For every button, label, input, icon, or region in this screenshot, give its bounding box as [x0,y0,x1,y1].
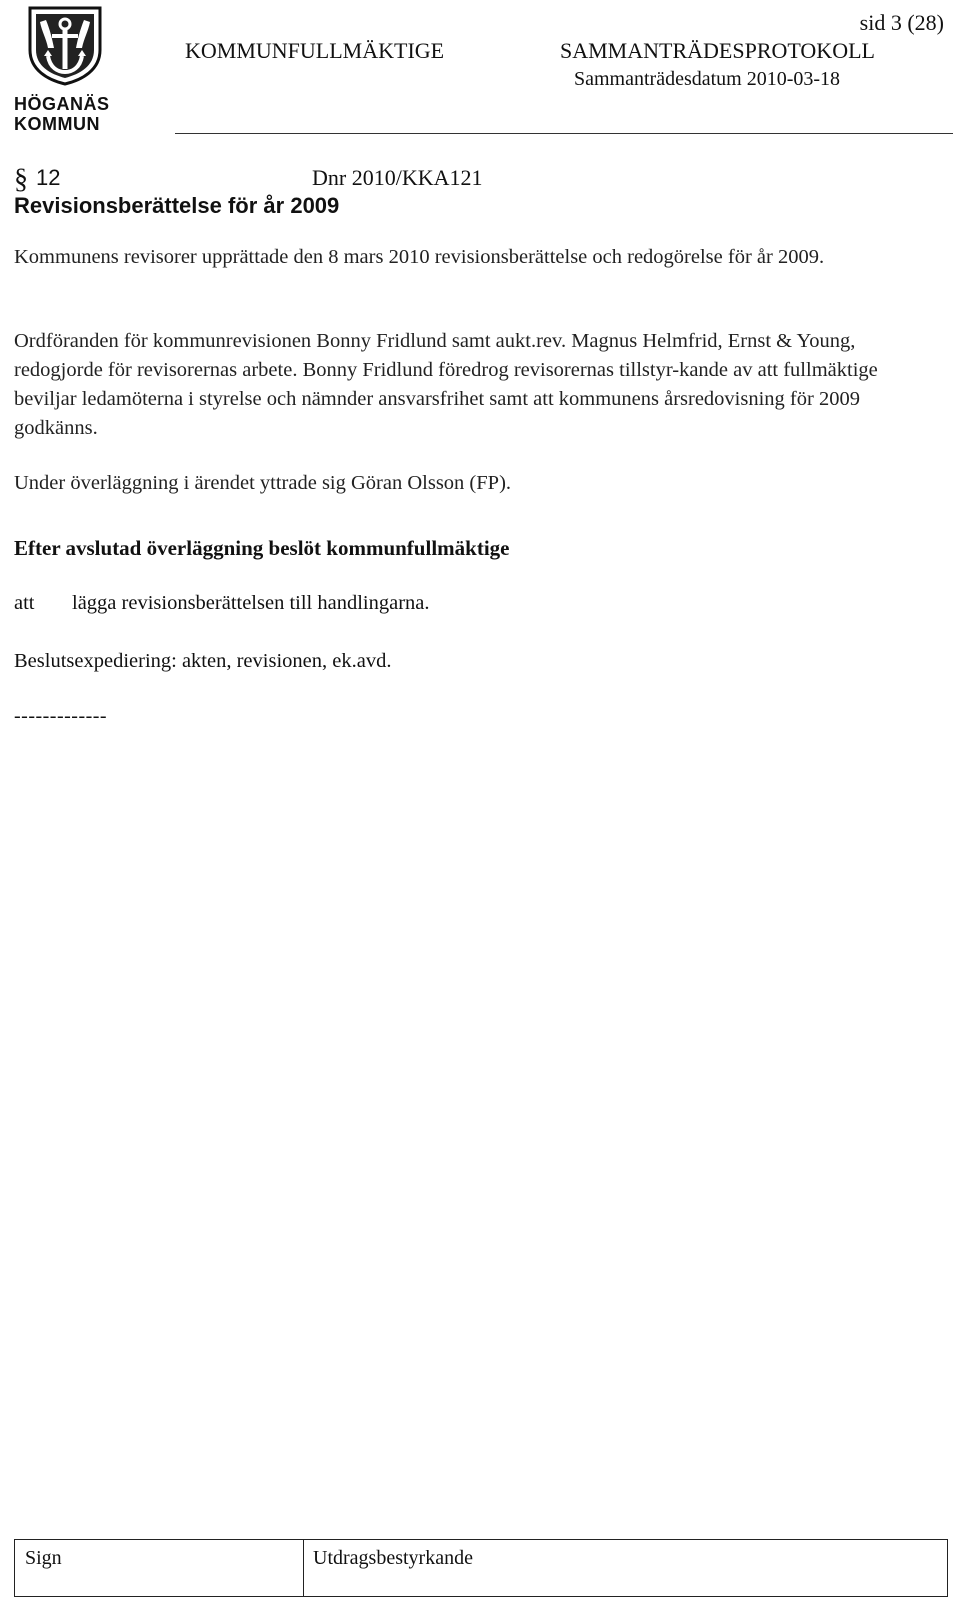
coat-of-arms-icon [24,4,106,86]
paragraph-presentation: Ordföranden för kommunrevisionen Bonny Fridlund samt aukt.rev. Magnus Helmfrid, Ernst & Young, redogjorde för revisorernas arbete. Bonny Fridlund föredrog revisorernas tillstyr-kande av att fullmäktige beviljar ledamöterna i styrelse och nämnder ansvarsfrihet samt att kommunens årsredovisning för 2009 godkänns. [14,330,878,439]
sign-label: Sign [25,1547,62,1569]
signature-box [14,1539,948,1597]
signature-box-divider [303,1540,304,1596]
paragraph-debate: Under överläggning i ärendet yttrade sig Göran Olsson (FP). [14,472,512,494]
body-name: KOMMUNFULLMÄKTIGE [185,38,445,63]
meeting-date: Sammanträdesdatum 2010-03-18 [574,68,841,90]
decision-heading: Efter avslutad överläggning beslöt kommunfullmäktige [14,536,510,560]
item-number: 12 [36,165,61,190]
decision-text: lägga revisionsberättelsen till handlingarna. [72,592,430,614]
paragraph-sign: § [14,164,28,195]
separator-line: ------------- [14,705,108,727]
extract-label: Utdragsbestyrkande [313,1547,473,1569]
diary-number: Dnr 2010/KKA121 [312,165,483,190]
decision-expedition: Beslutsexpediering: akten, revisionen, ek.avd. [14,650,392,672]
paragraph-audit-report: Kommunens revisorer upprättade den 8 mars 2010 revisionsberättelse och redogörelse för år 2009. [14,246,825,268]
document-type: SAMMANTRÄDESPROTOKOLL [560,38,875,63]
item-title: Revisionsberättelse för år 2009 [14,193,340,218]
header-rule [175,133,953,134]
decision-prefix: att [14,592,35,614]
municipality-logo [14,4,114,138]
page-number: sid 3 (28) [859,10,944,35]
logo-text-line2: KOMMUN [14,114,100,134]
logo-text-line1: HÖGANÄS [14,94,110,114]
